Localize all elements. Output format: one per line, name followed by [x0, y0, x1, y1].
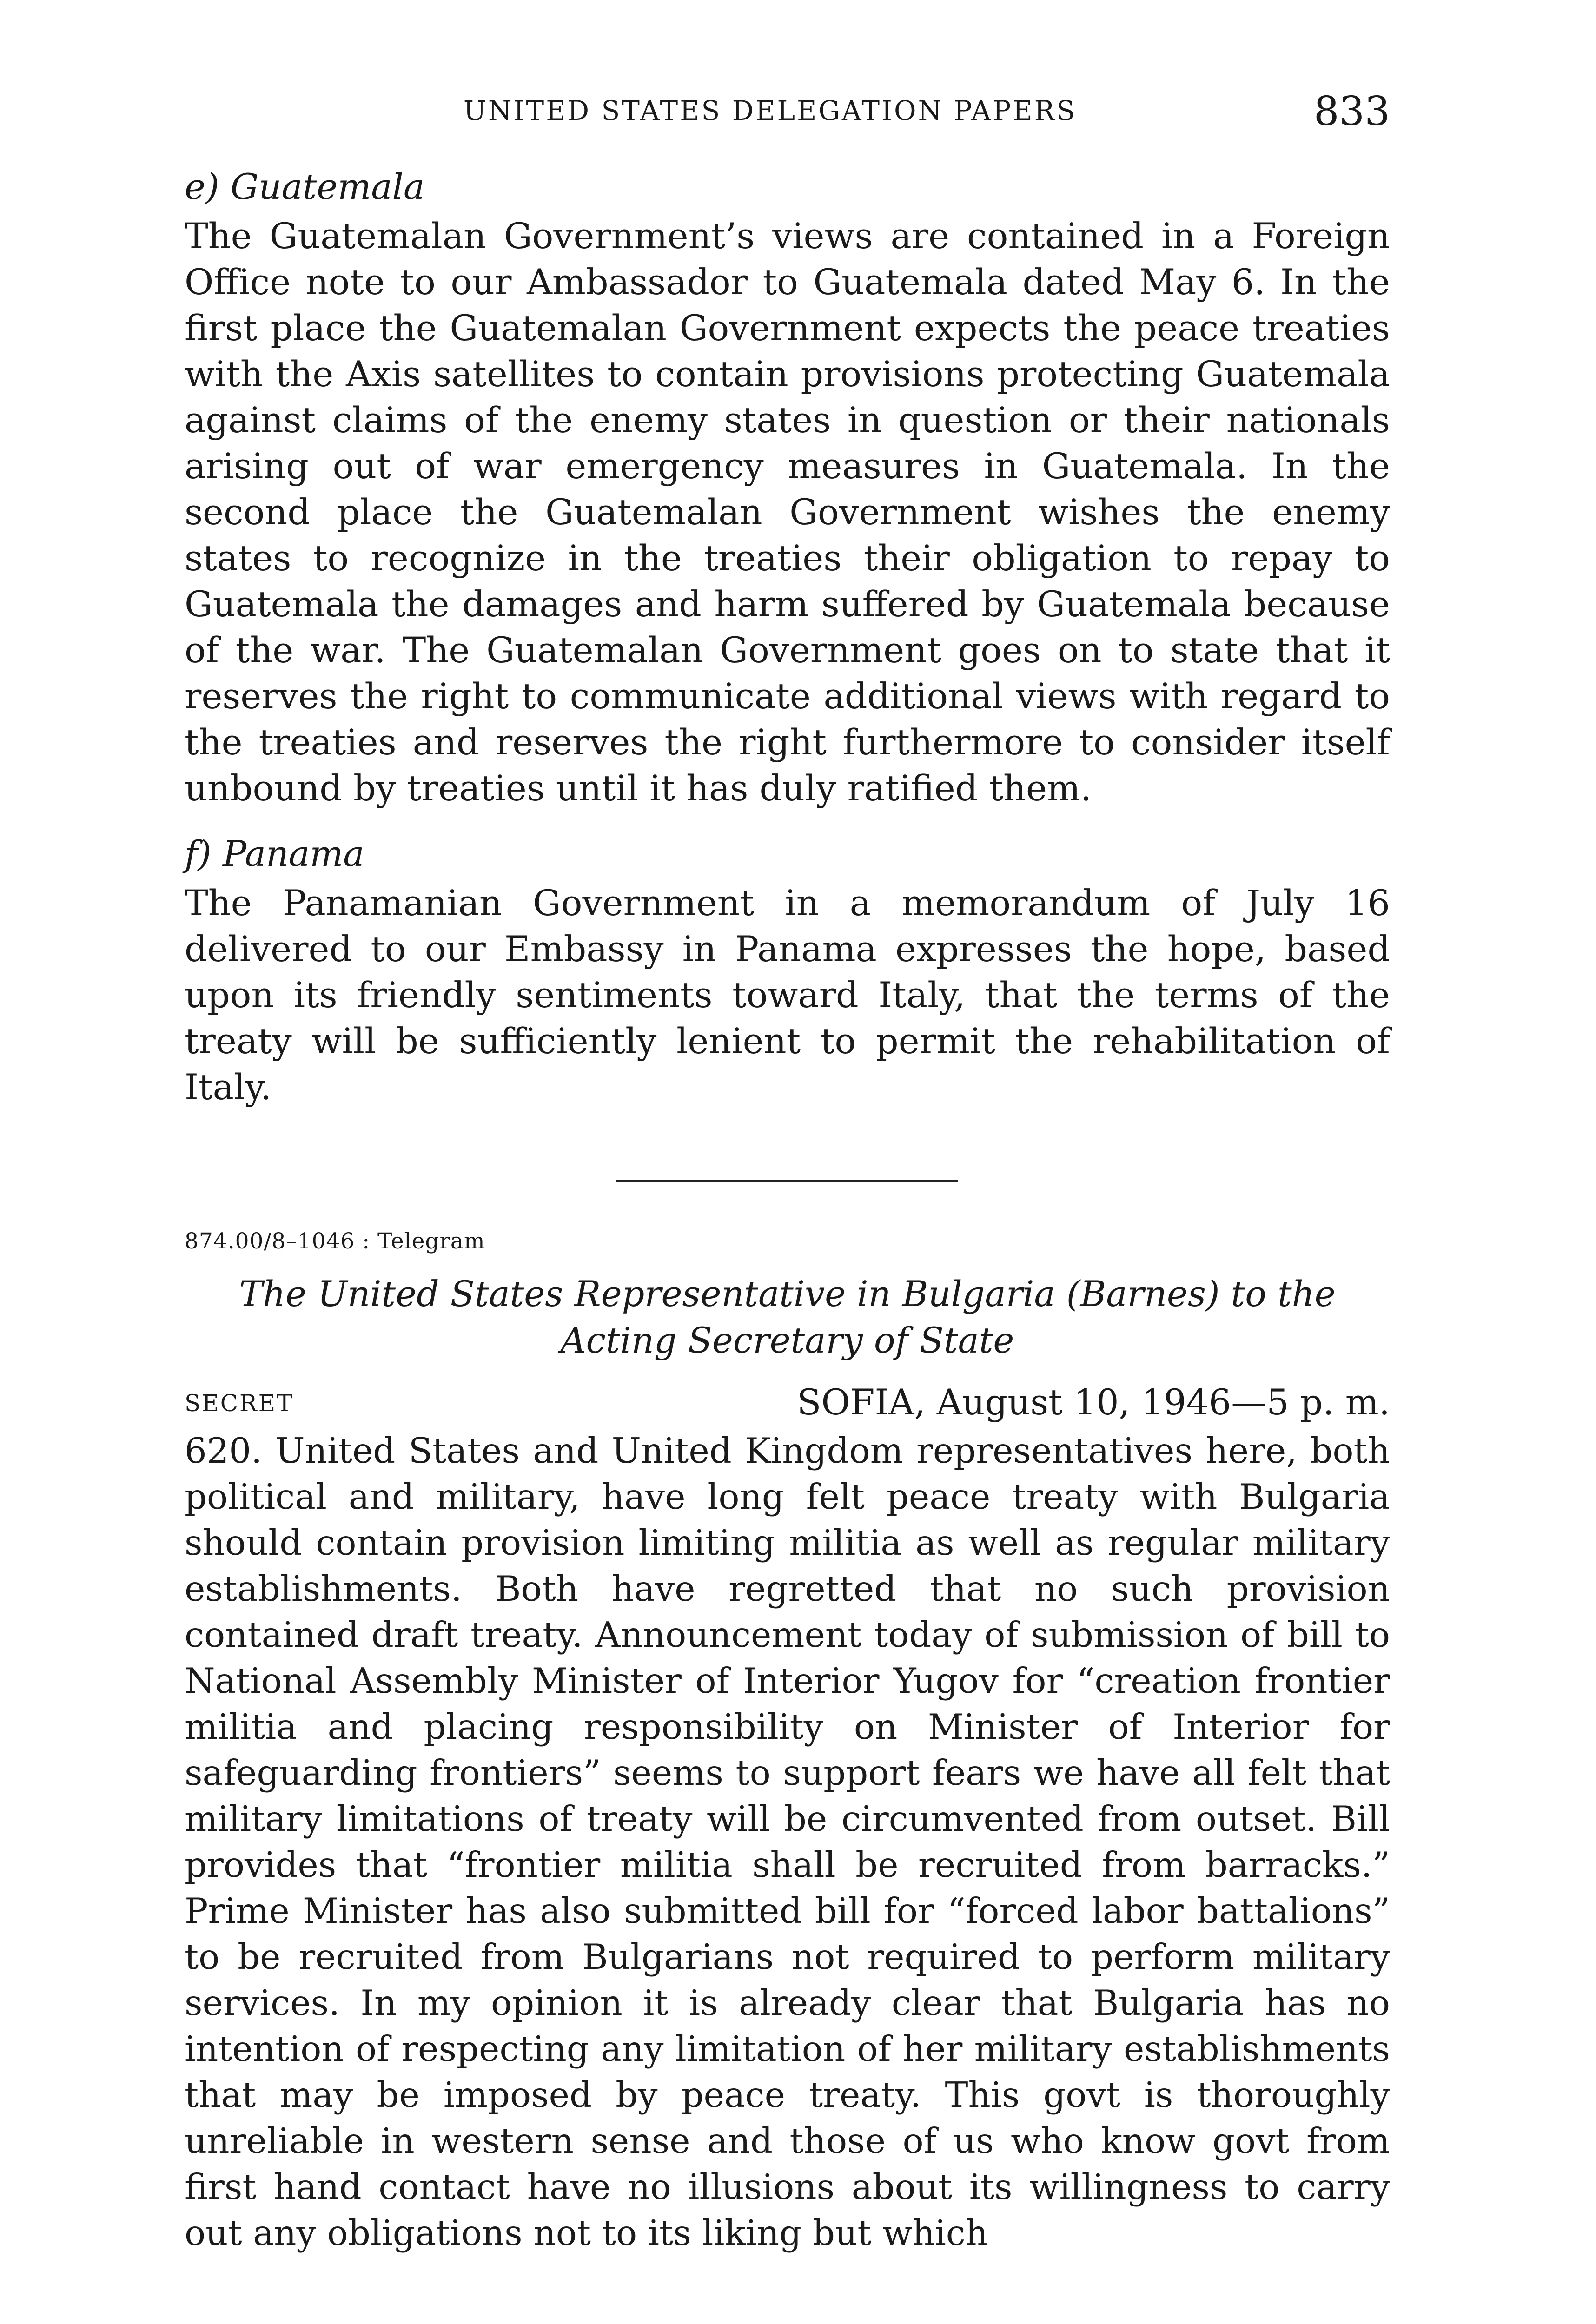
section-divider [616, 1180, 958, 1182]
paragraph-panama: The Panamanian Government in a memorandum of July 16 delivered to our Embassy in Panama expresses the hope, based upon its friendly sentiments toward Italy, that the terms of the treaty will be sufficiently lenient to permit the rehabilitation of Italy. [185, 882, 1390, 1108]
document-title-line-1: The United States Representative in Bulgaria (Barnes) to the [239, 1273, 1336, 1314]
running-head [185, 88, 1390, 139]
section-heading-panama: f) Panama [185, 833, 364, 874]
file-reference: 874.00/8–1046 : Telegram [185, 1228, 485, 1254]
document-title [185, 1271, 1390, 1364]
dateline: SOFIA, August 10, 1946—5 p. m. [797, 1381, 1390, 1423]
dateline-row [185, 1381, 1390, 1428]
paragraph-guatemala: The Guatemalan Government’s views are contained in a Foreign Office note to our Ambassador to Guatemala dated May 6. In the first place the Guatemalan Government expects the peace treaties with the Axis satellites to contain provisions protecting Guatemala against claims of the enemy states in question or their nationals arising out of war emergency measures in Guatemala. In the second place the Guatemalan Government wishes the enemy states to recognize in the treaties their obligation to repay to Guatemala the damages and harm suffered by Guatemala because of the war. The Guatemalan Government goes on to state that it reserves the right to communicate additional views with regard to the treaties and reserves the right furthermore to consider itself unbound by treaties until it has duly ratified them. [185, 215, 1390, 809]
page-content [185, 164, 1390, 2256]
running-title: UNITED STATES DELEGATION PAPERS [464, 95, 1077, 126]
page-number: 833 [1313, 88, 1390, 135]
paragraph-telegram: 620. United States and United Kingdom representatives here, both political and military, have long felt peace treaty with Bulgaria should contain provision limiting militia as well as regular military establishments. Both have regretted that no such provision contained draft treaty. Announcement today of submission of bill to National Assembly Minister of Interior Yugov for “creation frontier militia and placing responsibility on Minister of Interior for safeguarding frontiers” seems to support fears we have all felt that military limitations of treaty will be circumvented from outset. Bill provides that “frontier militia shall be recruited from barracks.” Prime Minister has also submitted bill for “forced labor battalions” to be recruited from Bulgarians not required to perform military services. In my opinion it is already clear that Bulgaria has no intention of respecting any limitation of her military establishments that may be imposed by peace treaty. This govt is thoroughly unreliable in western sense and those of us who know govt from first hand contact have no illusions about its willingness to carry out any obligations not to its liking but which [185, 1430, 1390, 2253]
document-title-line-2: Acting Secretary of State [560, 1320, 1014, 1361]
section-heading-guatemala: e) Guatemala [185, 166, 425, 207]
classification-label: SECRET [185, 1390, 294, 1417]
